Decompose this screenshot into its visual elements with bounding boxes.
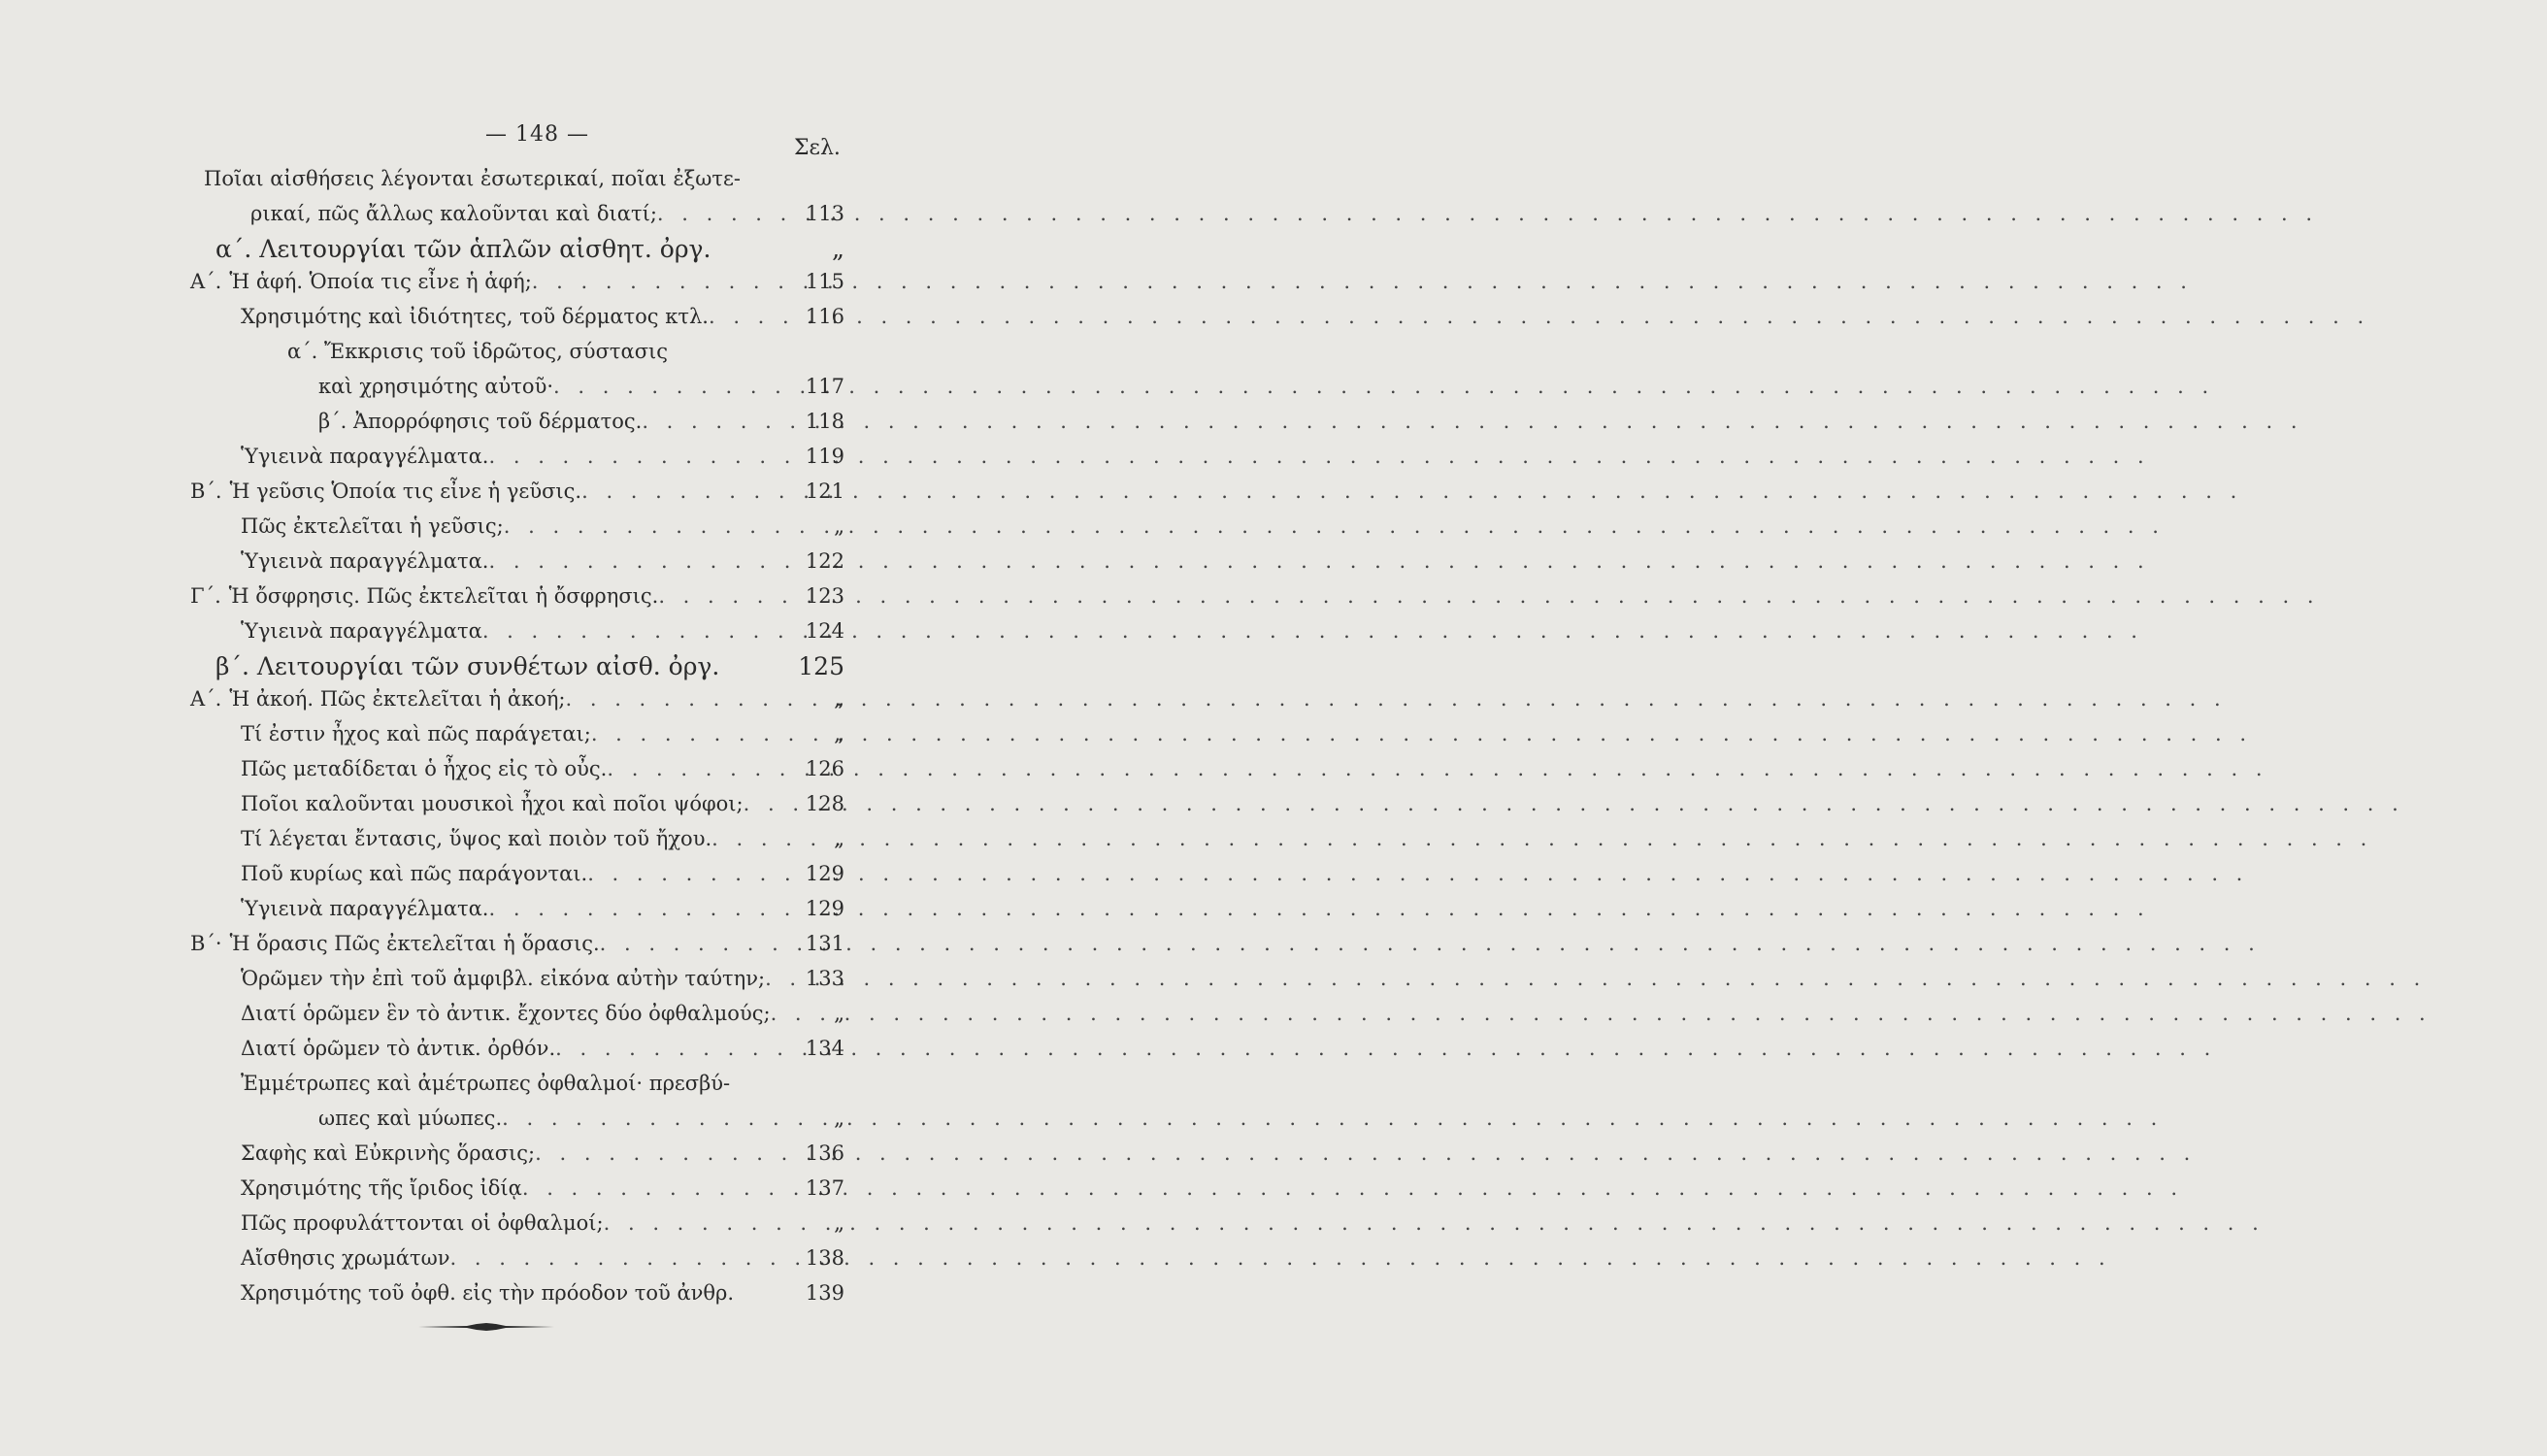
toc-entry xyxy=(241,1002,844,1037)
toc-entry xyxy=(318,1107,844,1142)
toc-entry xyxy=(241,445,844,480)
dot-leader xyxy=(450,1246,2111,1270)
toc-entry xyxy=(241,1176,844,1211)
toc-entry-text: Ὑγιεινὰ παραγγέλματα. xyxy=(241,445,489,468)
toc-entry-page: 139 xyxy=(805,1281,844,1305)
toc-entry-marker: Γ΄. xyxy=(190,584,221,608)
dot-leader xyxy=(504,514,2165,538)
toc-entry-page: 125 xyxy=(798,652,844,680)
toc-entry xyxy=(241,619,844,654)
toc-entry xyxy=(241,1281,844,1316)
dot-leader xyxy=(711,827,2372,850)
toc-entry-page: 133 xyxy=(805,967,844,990)
dot-leader xyxy=(765,967,2426,990)
toc-entry-text: Τί λέγεται ἔντασις, ὕψος καὶ ποιὸν τοῦ ἤχου. xyxy=(241,827,712,850)
toc-section-heading xyxy=(215,235,844,270)
toc-entry-text: Ποῖαι αἰσθήσεις λέγονται ἐσωτερικαί, ποῖαι ἐξωτε- xyxy=(204,167,742,190)
toc-entry-page: „ xyxy=(834,1211,844,1235)
toc-entry-page: 121 xyxy=(805,480,844,503)
toc-entry-page: 136 xyxy=(805,1142,844,1165)
decorative-rule xyxy=(418,1323,554,1331)
toc-entry xyxy=(241,1211,844,1246)
toc-entry-text: Αἴσθησις χρωμάτων xyxy=(241,1246,450,1270)
dot-leader xyxy=(771,1002,2431,1025)
toc-entry-text: Ποῦ κυρίως καὶ πῶς παράγονται. xyxy=(241,862,588,885)
toc-entry-marker: Β΄. xyxy=(190,480,222,503)
toc-entry-text: Ὑγιεινὰ παραγγέλματα. xyxy=(241,549,489,573)
toc-entry xyxy=(318,410,844,445)
toc-entry-text: Ποῖοι καλοῦνται μουσικοὶ ἦχοι καὶ ποῖοι ψόφοι; xyxy=(241,792,744,815)
dot-leader xyxy=(658,584,2319,608)
toc-entry-page: „ xyxy=(834,827,844,850)
dot-leader xyxy=(744,792,2404,815)
toc-entry-page: „ xyxy=(834,1107,844,1130)
toc-entry xyxy=(241,827,844,862)
toc-entry-page: 118 xyxy=(805,410,844,433)
toc-entry-text: Χρησιμότης τοῦ ὀφθ. εἰς τὴν πρόοδον τοῦ ἀνθρ. xyxy=(241,1281,735,1305)
toc-entry-text: Χρησιμότης καὶ ἰδιότητες, τοῦ δέρματος κτλ. xyxy=(241,305,709,328)
toc-entry-text: Ὁρῶμεν τὴν ἐπὶ τοῦ ἀμφιβλ. εἰκόνα αὐτὴν ταύτην; xyxy=(241,967,766,990)
toc-entry xyxy=(250,202,844,237)
dot-leader xyxy=(522,1176,2183,1200)
toc-entry-page: 115 xyxy=(805,270,844,293)
toc-entry xyxy=(241,1142,844,1176)
toc-entry-text: Πῶς μεταδίδεται ὁ ἦχος εἰς τὸ οὖς. xyxy=(241,757,608,780)
toc-entry-text: Χρησιμότης τῆς ἴριδος ἰδίᾳ xyxy=(241,1176,522,1200)
page-number: — 148 — xyxy=(485,122,589,147)
toc-entry-text: α΄. Λειτουργίαι τῶν ἁπλῶν αἰσθητ. ὀργ. xyxy=(215,235,711,263)
toc-entry-page: 123 xyxy=(805,584,844,608)
toc-entry xyxy=(241,305,844,340)
toc-entry xyxy=(190,687,844,722)
page-column-label: Σελ. xyxy=(794,136,841,160)
toc-entry xyxy=(318,375,844,410)
dot-leader xyxy=(642,410,2302,433)
toc-entry-text: β΄. Λειτουργίαι τῶν συνθέτων αἰσθ. ὀργ. xyxy=(215,652,720,680)
toc-entry xyxy=(241,549,844,584)
toc-entry xyxy=(190,270,844,305)
toc-entry xyxy=(241,897,844,932)
toc-entry-text: α΄. Ἔκκρισις τοῦ ἱδρῶτος, σύστασις xyxy=(287,340,669,363)
toc-entry-text: ρικαί, πῶς ἄλλως καλοῦνται καὶ διατί; xyxy=(250,202,657,225)
toc-entry-page: 131 xyxy=(805,932,844,955)
toc-entry xyxy=(204,167,844,202)
toc-entry-text: Ὑγιεινὰ παραγγέλματα xyxy=(241,619,482,643)
toc-entry-page: 129 xyxy=(805,862,844,885)
toc-entry-page: „ xyxy=(834,1002,844,1025)
toc-entry-text: Διατί ὁρῶμεν ἓν τὸ ἀντικ. ἔχοντες δύο ὀφθαλμούς; xyxy=(241,1002,771,1025)
dot-leader xyxy=(489,897,2150,920)
toc-entry-page: „ xyxy=(834,687,844,711)
dot-leader xyxy=(709,305,2369,328)
toc-entry-page: 113 xyxy=(805,202,844,225)
toc-entry-page: „ xyxy=(834,514,844,538)
toc-entry-text: Διατί ὁρῶμεν τὸ ἀντικ. ὀρθόν. xyxy=(241,1037,556,1060)
toc-entry-page: „ xyxy=(832,235,844,263)
dot-leader xyxy=(657,202,2318,225)
toc-entry-page: 122 xyxy=(805,549,844,573)
dot-leader xyxy=(535,1142,2196,1165)
toc-entry-text: Ἡ ἀκοή. Πῶς ἐκτελεῖται ἡ ἀκοή; xyxy=(229,687,566,711)
toc-entry xyxy=(190,584,844,619)
toc-entry-text: ωπες καὶ μύωπες. xyxy=(318,1107,503,1130)
toc-entry-text: Ἡ ὅρασις Πῶς ἐκτελεῖται ἡ ὅρασις. xyxy=(229,932,600,955)
toc-entry-page: 129 xyxy=(805,897,844,920)
dot-leader xyxy=(532,270,2193,293)
book-page xyxy=(0,0,973,1456)
toc-entry xyxy=(241,757,844,792)
dot-leader xyxy=(607,757,2267,780)
toc-entry xyxy=(241,1037,844,1072)
toc-entry xyxy=(241,722,844,757)
toc-entry xyxy=(241,1246,844,1281)
toc-entry xyxy=(241,1072,844,1107)
toc-entry-text: Ἡ ἁφή. Ὁποία τις εἶνε ἡ ἁφή; xyxy=(229,270,532,293)
toc-entry-text: Πῶς ἐκτελεῖται ἡ γεῦσις; xyxy=(241,514,504,538)
toc-entry-text: Τί ἐστιν ἦχος καὶ πῶς παράγεται; xyxy=(241,722,591,745)
toc-entry xyxy=(190,932,844,967)
toc-entry-text: Ἐμμέτρωπες καὶ ἀμέτρωπες ὀφθαλμοί· πρεσβύ- xyxy=(241,1072,731,1095)
toc-section-heading xyxy=(215,652,844,687)
dot-leader xyxy=(604,1211,2265,1235)
dot-leader xyxy=(482,619,2143,643)
dot-leader xyxy=(489,445,2150,468)
toc-entry xyxy=(241,967,844,1002)
toc-entry-text: Σαφὴς καὶ Εὐκρινὴς ὅρασις; xyxy=(241,1142,536,1165)
dot-leader xyxy=(600,932,2261,955)
toc-entry xyxy=(241,514,844,549)
toc-entry-page: 117 xyxy=(805,375,844,398)
toc-entry-text: καὶ χρησιμότης αὐτοῦ· xyxy=(318,375,554,398)
toc-entry xyxy=(241,792,844,827)
toc-entry-page: 134 xyxy=(805,1037,844,1060)
toc-entry-text: Πῶς προφυλάττονται οἱ ὀφθαλμοί; xyxy=(241,1211,604,1235)
toc-entry xyxy=(241,862,844,897)
toc-entry-text: β΄. Ἀπορρόφησις τοῦ δέρματος. xyxy=(318,410,643,433)
toc-entry-page: 128 xyxy=(805,792,844,815)
toc-entry xyxy=(190,480,844,514)
dot-leader xyxy=(502,1107,2163,1130)
toc-entry-text: Ὑγιεινὰ παραγγέλματα. xyxy=(241,897,489,920)
toc-entry-page: 137 xyxy=(805,1176,844,1200)
toc-entry-marker: Α΄. xyxy=(190,687,222,711)
toc-entry-marker: Β΄· xyxy=(190,932,222,955)
toc-entry-text: Ἡ ὄσφρησις. Πῶς ἐκτελεῖται ἡ ὄσφρησις. xyxy=(228,584,659,608)
dot-leader xyxy=(489,549,2150,573)
toc-entry-text: Ἡ γεῦσις Ὁποία τις εἶνε ἡ γεῦσις. xyxy=(229,480,582,503)
toc-entry xyxy=(287,340,844,375)
toc-entry-page: 124 xyxy=(805,619,844,643)
toc-entry-page: „ xyxy=(834,722,844,745)
toc-entry-page: 138 xyxy=(805,1246,844,1270)
toc-entry-marker: Α΄. xyxy=(190,270,222,293)
toc-entry-page: 119 xyxy=(805,445,844,468)
toc-entry-page: 126 xyxy=(805,757,844,780)
toc-entry-page: 116 xyxy=(805,305,844,328)
